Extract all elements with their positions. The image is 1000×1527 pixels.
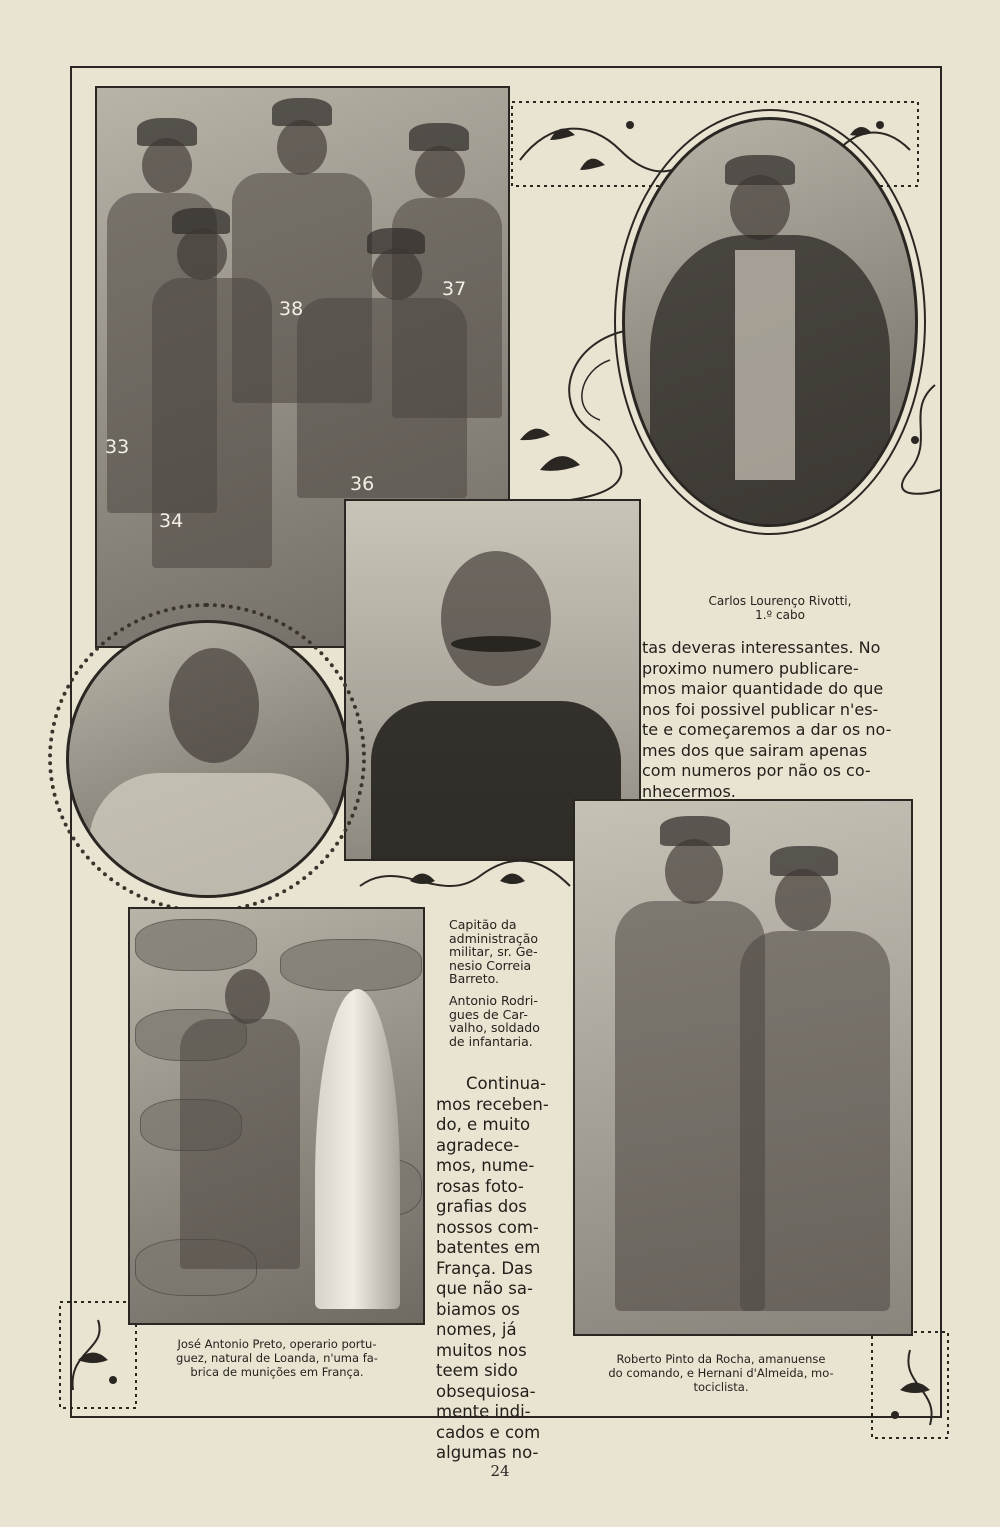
caption-line: tociclista. bbox=[693, 1380, 749, 1394]
article-line: grafias dos bbox=[436, 1197, 527, 1216]
soldier-head bbox=[730, 175, 790, 240]
soldier-body bbox=[740, 931, 890, 1311]
barrel bbox=[280, 939, 422, 991]
worker-body bbox=[180, 1019, 300, 1269]
article-line: mente indi- bbox=[436, 1402, 531, 1421]
caption-line: de infantaria. bbox=[449, 1033, 533, 1049]
portrait-carvalho bbox=[66, 620, 349, 898]
caption-rocha bbox=[565, 1352, 877, 1394]
article-line: Continua- bbox=[466, 1074, 547, 1093]
caption-line: administração bbox=[449, 930, 539, 946]
uniform-front bbox=[735, 250, 795, 480]
article-line: França. Das bbox=[436, 1258, 533, 1278]
article-line: nossos com- bbox=[436, 1217, 539, 1237]
article-line: do, e muito bbox=[436, 1115, 531, 1134]
caption-preto bbox=[126, 1337, 428, 1379]
article-line: muitos nos bbox=[436, 1340, 527, 1360]
photo-number-label: 33 bbox=[105, 436, 130, 458]
caption-line: Roberto Pinto da Rocha, amanuense bbox=[616, 1352, 826, 1366]
caption-line: nesio Correia bbox=[449, 957, 532, 973]
caption-line: Barreto. bbox=[449, 971, 500, 986]
article-line: nos foi possivel publicar n'es- bbox=[642, 699, 879, 719]
article-line: teem sido bbox=[436, 1361, 518, 1380]
soldier-head bbox=[142, 138, 192, 193]
article-line: que não sa- bbox=[436, 1279, 533, 1298]
caption-line: José Antonio Preto, operario portu- bbox=[177, 1337, 377, 1351]
caption-line: valho, soldado bbox=[449, 1020, 540, 1035]
article-line: batentes em bbox=[436, 1238, 541, 1257]
soldier-head bbox=[372, 248, 422, 300]
page-number: 24 bbox=[490, 1462, 510, 1480]
caption-line: guez, natural de Loanda, n'uma fa- bbox=[176, 1351, 378, 1365]
light-uniform bbox=[89, 773, 339, 898]
caption-line: 1.º cabo bbox=[755, 608, 805, 622]
photo-number-label: 34 bbox=[159, 510, 184, 532]
soldier-head bbox=[415, 146, 465, 198]
article-line: nhecermos. bbox=[642, 781, 736, 801]
soldier-head bbox=[277, 120, 327, 175]
article-column-left bbox=[436, 1074, 566, 1464]
moustache bbox=[451, 636, 541, 652]
article-line: biamos os bbox=[436, 1299, 520, 1319]
caption-line: militar, sr. Ge- bbox=[449, 944, 538, 959]
article-line: nomes, já bbox=[436, 1320, 517, 1339]
photo-number-label: 36 bbox=[350, 473, 375, 495]
portrait-head bbox=[169, 648, 259, 763]
article-line: mos maior quantidade do que bbox=[642, 679, 884, 698]
caption-carvalho bbox=[449, 994, 569, 1048]
caption-capitao bbox=[449, 918, 569, 986]
artillery-shell bbox=[315, 989, 400, 1309]
caption-line: do comando, e Hernani d'Almeida, mo- bbox=[608, 1366, 834, 1380]
photo-number-label: 37 bbox=[442, 278, 467, 300]
photo-rocha-almeida bbox=[573, 799, 913, 1336]
caption-line: brica de munições em França. bbox=[190, 1365, 364, 1379]
caption-rivotti bbox=[660, 594, 900, 622]
portrait-rivotti bbox=[622, 117, 918, 527]
ornament-bottom-right bbox=[870, 1330, 950, 1440]
soldier-head bbox=[177, 228, 227, 280]
photo-number-label: 38 bbox=[279, 298, 304, 320]
photo-preto-factory bbox=[128, 907, 425, 1325]
article-column-right bbox=[642, 638, 922, 802]
article-line: mos receben- bbox=[436, 1094, 549, 1114]
soldier-head bbox=[665, 839, 723, 904]
caption-line: gues de Car- bbox=[449, 1006, 528, 1022]
caption-line: Antonio Rodri- bbox=[449, 993, 538, 1008]
article-line: mos, nume- bbox=[436, 1156, 535, 1175]
article-line: com numeros por não os co- bbox=[642, 761, 871, 780]
article-line: proximo numero publicare- bbox=[642, 658, 859, 678]
soldier-body bbox=[297, 298, 467, 498]
portrait-head bbox=[441, 551, 551, 686]
worker-head bbox=[225, 969, 270, 1024]
article-line: algumas no- bbox=[436, 1443, 539, 1462]
caption-line: Carlos Lourenço Rivotti, bbox=[708, 594, 852, 608]
article-line: rosas foto- bbox=[436, 1176, 524, 1196]
soldier-head bbox=[775, 869, 831, 931]
caption-line: Capitão da bbox=[449, 917, 517, 932]
article-line: mes dos que sairam apenas bbox=[642, 740, 868, 760]
article-line: obsequiosa- bbox=[436, 1381, 536, 1401]
article-line: agradece- bbox=[436, 1135, 520, 1155]
ornament-center-divider bbox=[350, 856, 580, 906]
article-line: cados e com bbox=[436, 1422, 541, 1442]
article-line: te e começaremos a dar os no- bbox=[642, 720, 892, 739]
article-line: tas deveras interessantes. No bbox=[642, 638, 881, 657]
barrel bbox=[135, 919, 257, 971]
